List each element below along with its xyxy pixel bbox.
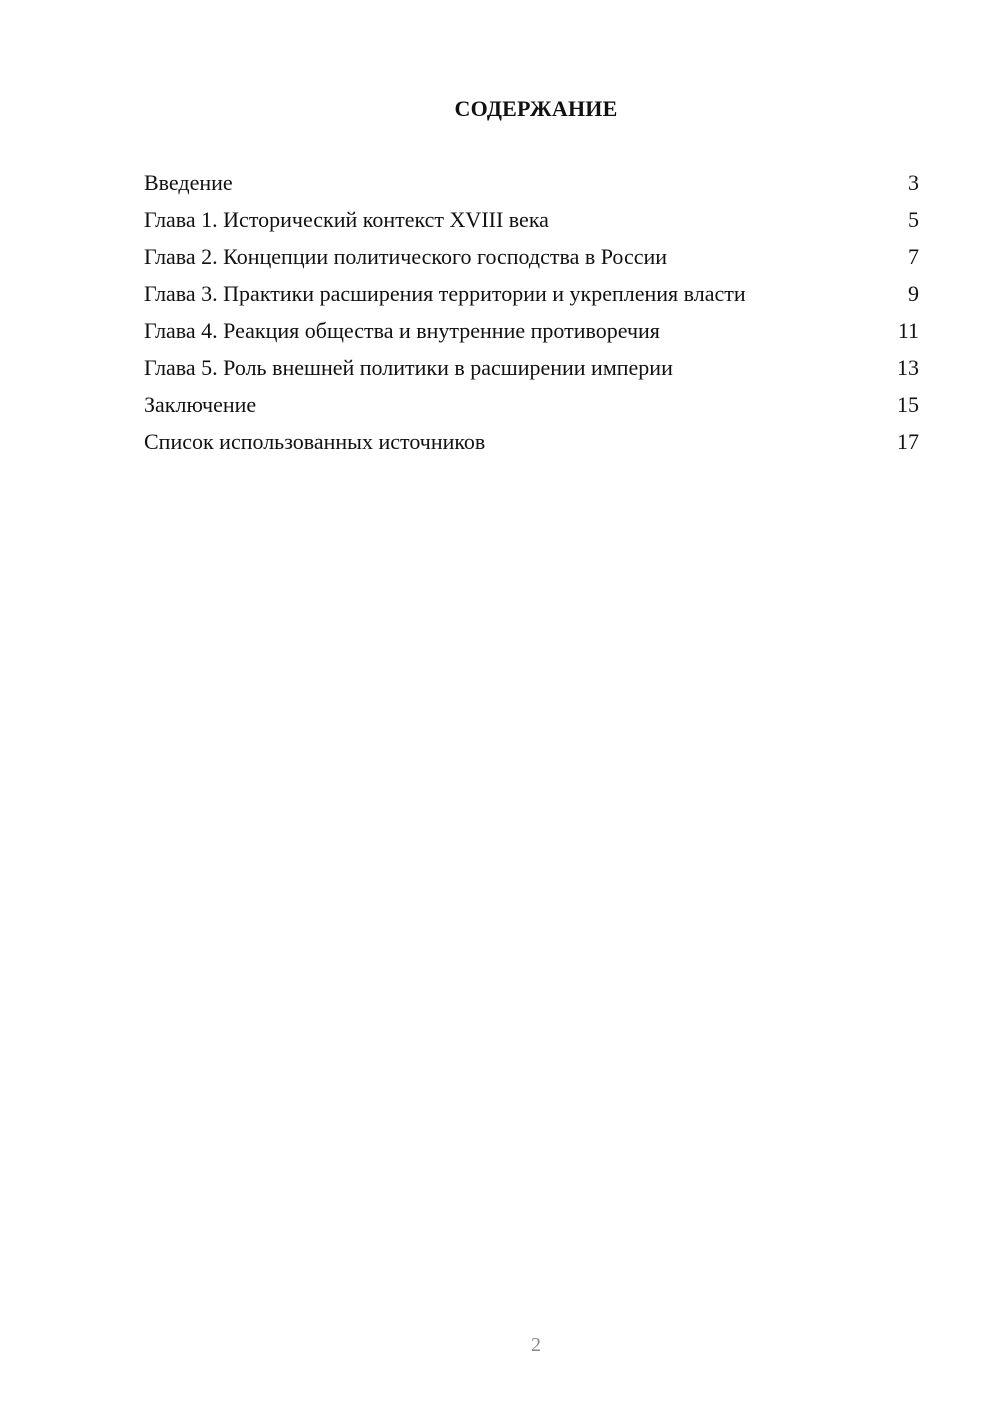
- toc-entry-title: Глава 5. Роль внешней политики в расширении империи: [144, 355, 673, 380]
- toc-entry-title: Введение: [144, 170, 233, 195]
- toc-entry-conclusion[interactable]: [144, 392, 919, 418]
- toc-entry-page: 7: [908, 244, 919, 269]
- page-number: 2: [531, 1334, 541, 1356]
- toc-entry-page: 11: [897, 318, 919, 343]
- toc-entry-title: Глава 1. Исторический контекст XVIII века: [144, 207, 549, 232]
- toc-entry-page: 17: [897, 429, 919, 454]
- table-of-contents: [144, 170, 919, 466]
- toc-entry-chapter-2[interactable]: [144, 244, 919, 270]
- toc-entry-chapter-3[interactable]: [144, 281, 919, 307]
- toc-entry-title: Заключение: [144, 392, 257, 417]
- page-title: СОДЕРЖАНИЕ: [454, 96, 618, 121]
- toc-entry-sources[interactable]: [144, 429, 919, 455]
- toc-entry-page: 9: [908, 281, 919, 306]
- toc-entry-chapter-4[interactable]: [144, 318, 919, 344]
- toc-entry-title: Глава 4. Реакция общества и внутренние противоречия: [144, 318, 660, 343]
- toc-entry-page: 5: [908, 207, 919, 232]
- toc-entry-page: 13: [897, 355, 919, 380]
- toc-entry-title: Список использованных источников: [144, 429, 486, 454]
- toc-entry-introduction[interactable]: [144, 170, 919, 196]
- toc-entry-page: 3: [908, 170, 919, 195]
- toc-entry-chapter-1[interactable]: [144, 207, 919, 233]
- toc-entry-page: 15: [897, 392, 919, 417]
- toc-entry-title: Глава 2. Концепции политического господства в России: [144, 244, 668, 269]
- toc-entry-chapter-5[interactable]: [144, 355, 919, 381]
- toc-entry-title: Глава 3. Практики расширения территории и укрепления власти: [144, 281, 746, 306]
